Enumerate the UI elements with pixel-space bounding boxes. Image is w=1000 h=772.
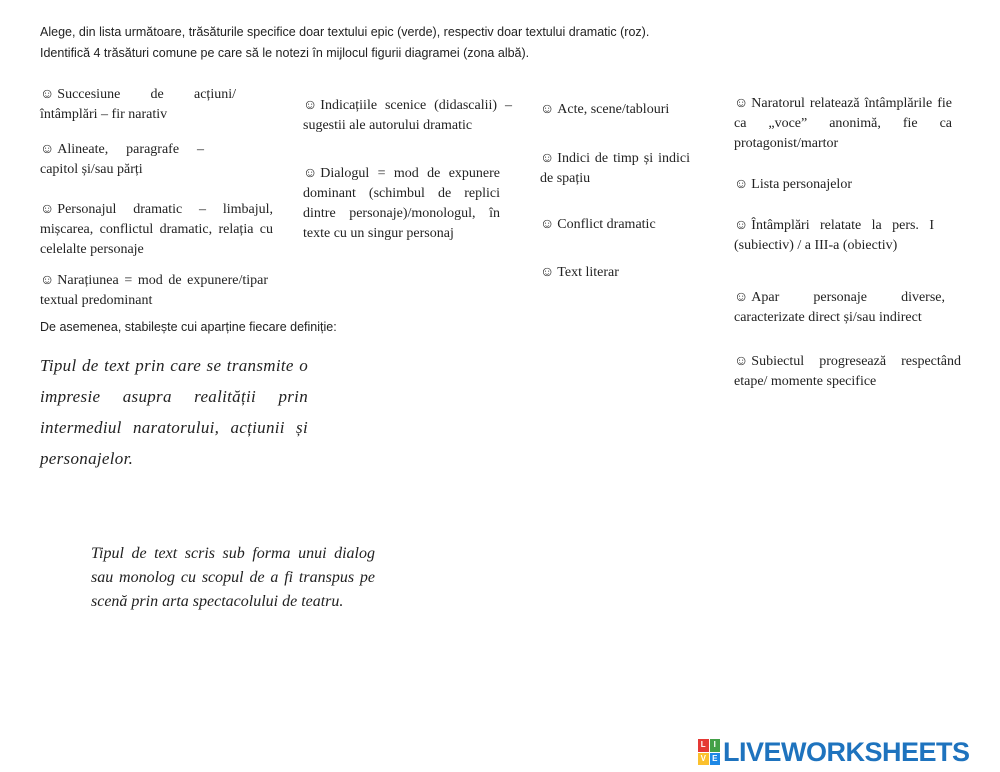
trait-item-4[interactable] [40, 271, 268, 311]
trait-label: Conflict dramatic [557, 217, 656, 232]
trait-item-6[interactable] [303, 164, 500, 244]
trait-label: Dialogul = mod de expunere dominant (schimbul de replici dintre personaje)/monologul, în texte cu un singur personaj [303, 166, 500, 241]
trait-label: Succesiune de acțiuni/ întâmplări – fir narativ [40, 87, 236, 122]
smiley-icon: ☺ [40, 273, 55, 288]
trait-label: Personajul dramatic – limbajul, mișcarea, conflictul dramatic, relația cu celelalte personaje [40, 202, 273, 257]
trait-item-13[interactable] [734, 216, 934, 256]
smiley-icon: ☺ [40, 87, 55, 102]
logo-mark-letter: V [698, 753, 709, 766]
smiley-icon: ☺ [734, 354, 749, 369]
definition-dramatic[interactable]: Tipul de text scris sub forma unui dialog sau monolog cu scopul de a fi transpus pe scenă prin arta spectacolului de teatru. [91, 545, 375, 610]
smiley-icon: ☺ [540, 265, 555, 280]
liveworksheets-logo-mark [698, 739, 720, 765]
trait-label: Întâmplări relatate la pers. I (subiectiv) / a III-a (obiectiv) [734, 218, 934, 253]
smiley-icon: ☺ [734, 290, 749, 305]
smiley-icon: ☺ [540, 102, 555, 117]
instruction-line-1: Alege, din lista următoare, trăsăturile specifice doar textului epic (verde), respectiv doar textului dramatic (roz). [40, 25, 650, 39]
logo-mark-letter: L [698, 739, 709, 752]
trait-item-8[interactable] [540, 149, 690, 189]
definition-epic[interactable]: Tipul de text prin care se transmite o impresie asupra realității prin intermediul naratorului, acțiunii și personajelor. [40, 356, 308, 468]
liveworksheets-logo [698, 737, 970, 767]
trait-label: Subiectul progresează respectând etape/ momente specifice [734, 354, 961, 389]
trait-label: Indici de timp și indici de spațiu [540, 151, 690, 186]
liveworksheets-logo-text: LIVEWORKSHEETS [723, 736, 970, 767]
logo-mark-letter: E [710, 753, 721, 766]
smiley-icon: ☺ [734, 96, 749, 111]
trait-label: Text literar [557, 265, 619, 280]
trait-label: Acte, scene/tablouri [557, 102, 670, 117]
trait-item-1[interactable] [40, 85, 236, 125]
smiley-icon: ☺ [540, 151, 555, 166]
smiley-icon: ☺ [303, 98, 318, 113]
trait-item-3[interactable] [40, 200, 273, 260]
smiley-icon: ☺ [734, 218, 749, 233]
trait-label: Apar personaje diverse, caracterizate direct și/sau indirect [734, 290, 945, 325]
trait-item-7[interactable] [540, 100, 669, 120]
trait-label: Naratorul relatează întâmplările fie ca „voce” anonimă, fie ca protagonist/martor [734, 96, 952, 151]
smiley-icon: ☺ [303, 166, 318, 181]
logo-mark-letter: I [710, 739, 721, 752]
smiley-icon: ☺ [40, 142, 55, 157]
trait-label: Indicațiile scenice (didascalii) – sugestii ale autorului dramatic [303, 98, 512, 133]
instruction-line-3: De asemenea, stabilește cui aparține fiecare definiție: [40, 320, 337, 334]
trait-item-10[interactable] [540, 263, 619, 283]
smiley-icon: ☺ [734, 177, 749, 192]
instruction-line-2: Identifică 4 trăsături comune pe care să le notezi în mijlocul figurii diagramei (zona albă). [40, 46, 530, 60]
trait-item-11[interactable] [734, 94, 952, 154]
trait-item-2[interactable] [40, 140, 204, 180]
trait-item-14[interactable] [734, 288, 945, 328]
trait-label: Lista personajelor [751, 177, 852, 192]
trait-item-9[interactable] [540, 215, 656, 235]
smiley-icon: ☺ [40, 202, 55, 217]
trait-item-5[interactable] [303, 96, 512, 136]
trait-label: Narațiunea = mod de expunere/tipar textual predominant [40, 273, 268, 308]
smiley-icon: ☺ [540, 217, 555, 232]
trait-label: Alineate, paragrafe – capitol și/sau părți [40, 142, 204, 177]
trait-item-12[interactable] [734, 175, 852, 195]
trait-item-15[interactable] [734, 352, 961, 392]
